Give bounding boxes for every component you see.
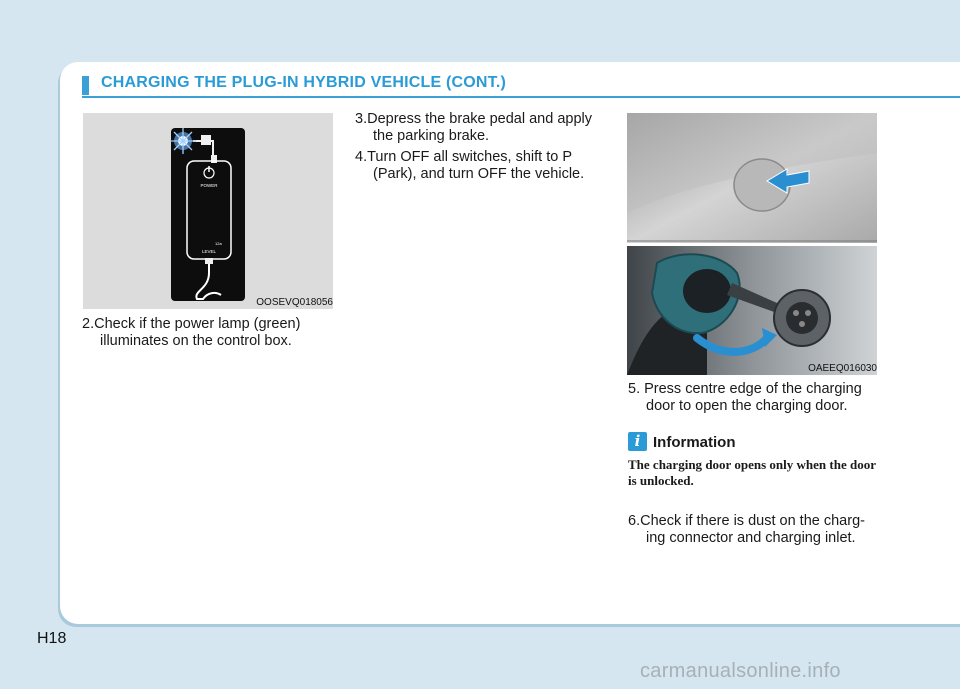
step-6-line1: 6.Check if there is dust on the charg- bbox=[628, 513, 865, 529]
figure-code: OOSEVQ018056 bbox=[256, 297, 333, 308]
step-3-line2: the parking brake. bbox=[373, 128, 490, 144]
step-6 bbox=[628, 513, 888, 547]
step-5 bbox=[628, 381, 883, 415]
power-label: POWER bbox=[200, 183, 218, 188]
figure-code: OAEEQ016030 bbox=[808, 363, 877, 374]
step-4 bbox=[355, 149, 610, 183]
step-4-line1: 4.Turn OFF all switches, shift to P bbox=[355, 149, 573, 165]
step-2-line2: illuminates on the control box. bbox=[100, 333, 292, 349]
step-4-line2: (Park), and turn OFF the vehicle. bbox=[373, 166, 585, 182]
control-box-figure bbox=[83, 113, 333, 309]
step-2-line1: 2.Check if the power lamp (green) bbox=[82, 316, 301, 332]
header-rule bbox=[82, 96, 960, 98]
step-2 bbox=[82, 316, 334, 350]
control-box-illustration bbox=[83, 113, 333, 309]
charging-door-figure bbox=[627, 113, 877, 375]
step-3-line1: 3.Depress the brake pedal and apply bbox=[355, 111, 592, 127]
step-3 bbox=[355, 111, 610, 145]
information-text: The charging door opens only when the door is unlocked. bbox=[628, 457, 876, 488]
level-label: LEVEL bbox=[201, 249, 216, 254]
section-title: CHARGING THE PLUG-IN HYBRID VEHICLE (CONT.) bbox=[101, 74, 507, 91]
information-title: Information bbox=[653, 434, 736, 451]
watermark[interactable]: carmanualsonline.info bbox=[640, 660, 841, 682]
information-icon: i bbox=[628, 432, 647, 451]
header-accent-bar bbox=[82, 76, 89, 95]
step-6-line2: ing connector and charging inlet. bbox=[646, 530, 856, 546]
page-number: H18 bbox=[37, 630, 67, 647]
step-5-line1: 5. Press centre edge of the charging bbox=[628, 381, 862, 397]
charging-door-illustration bbox=[627, 113, 877, 375]
step-5-line2: door to open the charging door. bbox=[646, 398, 848, 414]
level-small-label: 12a bbox=[215, 241, 222, 246]
